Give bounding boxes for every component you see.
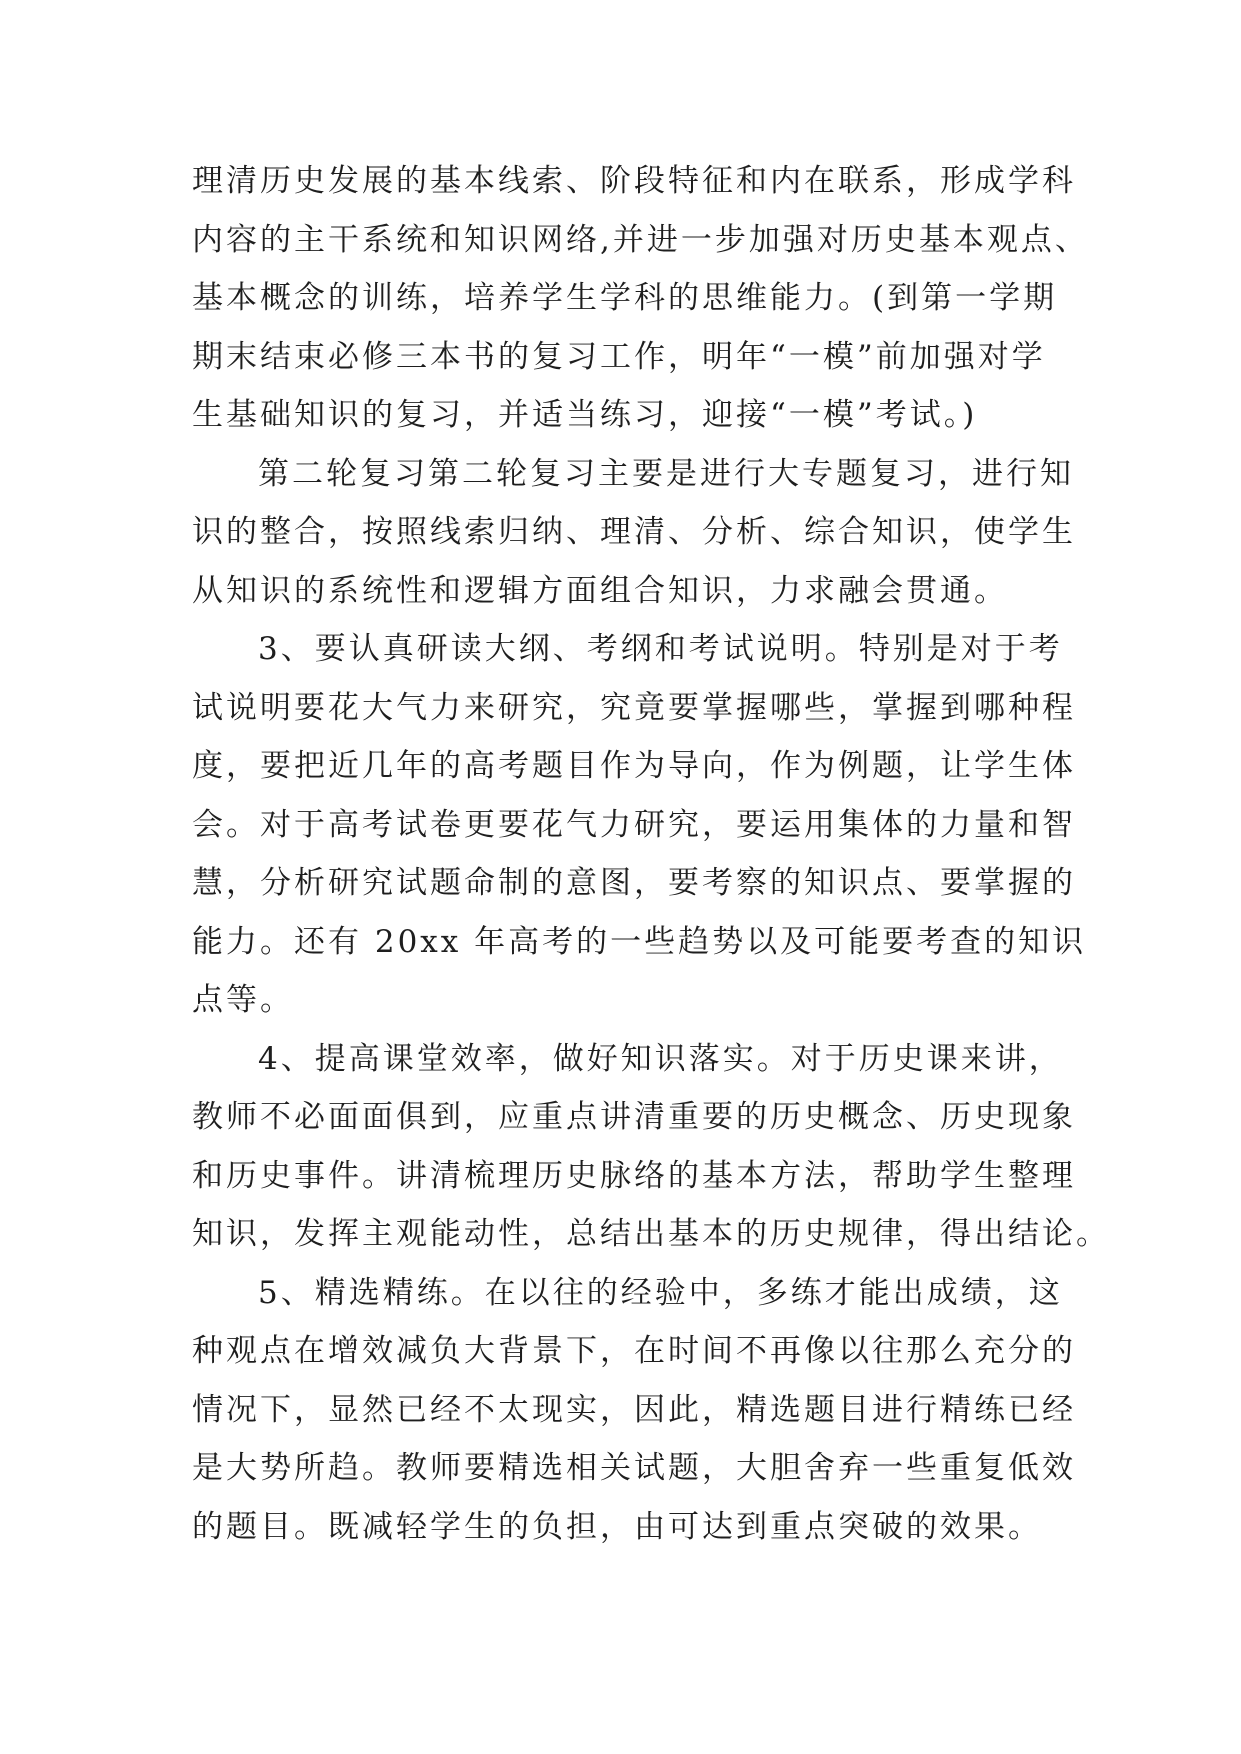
text-line-20: 5、精选精练。在以往的经验中，多练才能出成绩，这 [258,1274,1063,1311]
text-line-24: 的题目。既减轻学生的负担，由可达到重点突破的效果。 [192,1508,1042,1545]
text-line-2: 内容的主干系统和知识网络,并进一步加强对历史基本观点、 [192,221,1089,258]
text-line-14: 能力。还有 20xx 年高考的一些趋势以及可能要考查的知识 [192,923,1087,960]
document-body [192,152,1110,1556]
text-line-23: 是大势所趋。教师要精选相关试题，大胆舍弃一些重复低效 [192,1450,1076,1486]
text-line-3: 基本概念的训练，培养学生学科的思维能力。(到第一学期 [192,280,1058,316]
text-line-13: 慧，分析研究试题命制的意图，要考察的知识点、要掌握的 [192,865,1076,901]
text-line-16: 4、提高课堂效率，做好知识落实。对于历史课来讲， [258,1040,1063,1077]
text-line-5: 生基础知识的复习，并适当练习，迎接“一模”考试。) [192,397,978,433]
text-line-6: 第二轮复习第二轮复习主要是进行大专题复习，进行知 [258,455,1074,492]
text-line-18: 和历史事件。讲清梳理历史脉络的基本方法，帮助学生整理 [192,1157,1076,1194]
text-line-19: 知识，发挥主观能动性，总结出基本的历史规律，得出结论。 [192,1216,1110,1252]
text-line-15: 点等。 [192,982,294,1018]
text-line-22: 情况下，显然已经不太现实，因此，精选题目进行精练已经 [192,1391,1076,1428]
text-line-12: 会。对于高考试卷更要花气力研究，要运用集体的力量和智 [192,806,1076,843]
text-line-21: 种观点在增效减负大背景下，在时间不再像以往那么充分的 [192,1333,1076,1369]
text-line-1: 理清历史发展的基本线索、阶段特征和内在联系，形成学科 [192,163,1076,199]
text-line-7: 识的整合，按照线索归纳、理清、分析、综合知识，使学生 [192,514,1076,550]
text-line-9: 3、要认真研读大纲、考纲和考试说明。特别是对于考 [258,631,1063,667]
text-line-17: 教师不必面面俱到，应重点讲清重要的历史概念、历史现象 [192,1099,1076,1135]
text-line-4: 期末结束必修三本书的复习工作，明年“一模”前加强对学 [192,338,1046,375]
text-line-10: 试说明要花大气力来研究，究竟要掌握哪些，掌握到哪种程 [192,689,1076,726]
text-line-8: 从知识的系统性和逻辑方面组合知识，力求融会贯通。 [192,572,1008,609]
text-line-11: 度，要把近几年的高考题目作为导向，作为例题，让学生体 [192,748,1076,784]
